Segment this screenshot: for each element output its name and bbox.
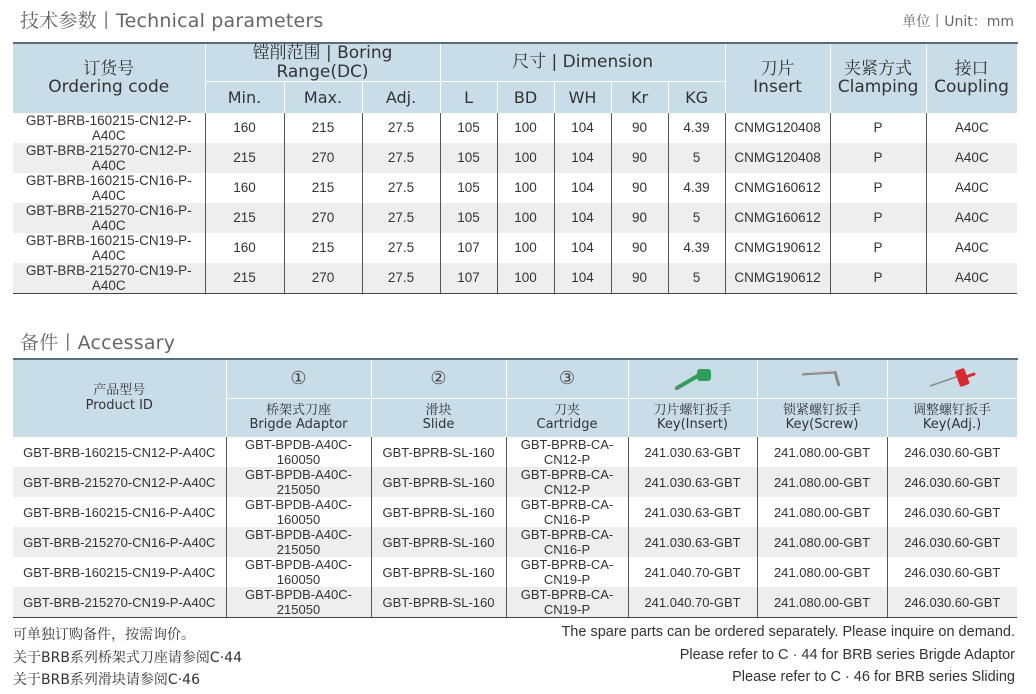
table-cell: 90 xyxy=(611,143,668,173)
table-cell: 104 xyxy=(554,233,611,263)
table-cell: 100 xyxy=(497,263,554,294)
header-min: Min. xyxy=(205,82,284,113)
table-cell: 90 xyxy=(611,203,668,233)
table-cell: 90 xyxy=(611,233,668,263)
table-cell: GBT-BRB-160215-CN12-P-A40C xyxy=(25,112,192,143)
accessory-table-row xyxy=(13,497,1017,527)
spec-table-row xyxy=(13,173,1017,203)
table-cell: GBT-BRB-160215-CN19-P-A40C xyxy=(23,564,216,580)
table-cell: GBT-BPDB-A40C-215050 xyxy=(226,467,371,497)
table-cell: 100 xyxy=(497,173,554,203)
table-cell: P xyxy=(830,113,926,143)
table-cell: P xyxy=(830,233,926,263)
table-cell: 4.39 xyxy=(668,173,725,203)
table-cell: 270 xyxy=(284,203,362,233)
table-cell: GBT-BRB-160215-CN16-P-A40C xyxy=(23,504,216,520)
table-cell: GBT-BPRB-CA-CN19-P xyxy=(506,587,628,618)
footer-note-en-3: Please refer to C · 46 for BRB series Sliding xyxy=(732,669,1015,685)
table-cell: GBT-BRB-160215-CN16-P-A40C xyxy=(25,172,192,203)
table-cell: 107 xyxy=(440,233,497,263)
table-cell: GBT-BPDB-A40C-215050 xyxy=(226,587,371,618)
accessory-table-row xyxy=(13,467,1017,497)
table-cell: GBT-BPRB-CA-CN19-P xyxy=(506,557,628,587)
table-cell: 27.5 xyxy=(362,113,440,143)
header-key-adj: 调整螺钉扳手 Key(Adj.) xyxy=(887,399,1017,438)
table-cell: 4.39 xyxy=(668,113,725,143)
header-kg: KG xyxy=(668,82,725,113)
table-cell: A40C xyxy=(926,173,1017,203)
table-cell: 90 xyxy=(611,263,668,294)
table-cell: 104 xyxy=(554,203,611,233)
table-cell: 105 xyxy=(440,203,497,233)
table-cell: 5 xyxy=(668,143,725,173)
table-cell: GBT-BPRB-CA-CN16-P xyxy=(506,497,628,527)
table-cell: 215 xyxy=(284,173,362,203)
table-cell: 270 xyxy=(284,263,362,294)
table-cell: 104 xyxy=(554,143,611,173)
table-cell: 90 xyxy=(611,173,668,203)
table-cell: A40C xyxy=(926,113,1017,143)
table-cell: 107 xyxy=(440,263,497,294)
table-cell: 246.030.60-GBT xyxy=(887,497,1017,527)
header-kr: Kr xyxy=(611,82,668,113)
header-coupling: 接口 Coupling xyxy=(926,43,1017,113)
table-cell: 100 xyxy=(497,143,554,173)
table-cell: 104 xyxy=(554,173,611,203)
table-cell: 104 xyxy=(554,263,611,294)
green-torx-wrench-icon xyxy=(671,366,715,392)
table-cell: 160 xyxy=(205,113,284,143)
table-cell: 160 xyxy=(205,233,284,263)
table-cell: GBT-BPRB-CA-CN12-P xyxy=(506,467,628,497)
accessory-title: 备件丨Accessary xyxy=(20,332,176,354)
footer-note-cn-2: 关于BRB系列桥架式刀座请参阅C·44 xyxy=(13,650,242,666)
table-cell: 105 xyxy=(440,173,497,203)
table-cell: 241.080.00-GBT xyxy=(757,587,887,618)
table-cell: 215 xyxy=(284,113,362,143)
accessory-table xyxy=(13,358,1018,618)
table-cell: 246.030.60-GBT xyxy=(887,527,1017,557)
table-cell: 5 xyxy=(668,203,725,233)
table-cell: P xyxy=(830,173,926,203)
table-cell: GBT-BRB-160215-CN19-P-A40C xyxy=(25,232,192,263)
header-num-1: ① xyxy=(226,359,371,399)
table-cell: GBT-BPDB-A40C-160050 xyxy=(226,437,371,467)
header-product-id: 产品型号 Product ID xyxy=(13,359,226,437)
table-cell: 27.5 xyxy=(362,203,440,233)
table-cell: CNMG190612 xyxy=(725,233,830,263)
table-cell: GBT-BPRB-SL-160 xyxy=(371,437,506,467)
table-cell: 100 xyxy=(497,113,554,143)
table-cell: A40C xyxy=(926,233,1017,263)
technical-parameters-table xyxy=(13,42,1018,294)
table-cell: 246.030.60-GBT xyxy=(887,587,1017,618)
table-cell: 241.040.70-GBT xyxy=(628,557,757,587)
table-cell: 241.080.00-GBT xyxy=(757,467,887,497)
table-cell: GBT-BPRB-SL-160 xyxy=(371,497,506,527)
header-l: L xyxy=(440,82,497,113)
table-cell: 4.39 xyxy=(668,233,725,263)
header-insert: 刀片 Insert xyxy=(725,43,830,113)
header-slide: 滑块 Slide xyxy=(371,399,506,438)
header-boring-range: 镗削范围 | Boring Range(DC) xyxy=(205,43,440,82)
table-cell: 105 xyxy=(440,143,497,173)
gray-hex-key-icon xyxy=(799,366,845,392)
table-cell: 105 xyxy=(440,113,497,143)
table-cell: A40C xyxy=(926,143,1017,173)
technical-parameters-title: 技术参数丨Technical parameters xyxy=(20,10,324,32)
header-ordering-code: 订货号 Ordering code xyxy=(13,43,205,113)
spec-table-row xyxy=(13,113,1017,143)
table-cell: P xyxy=(830,143,926,173)
table-cell: CNMG120408 xyxy=(725,113,830,143)
table-cell: 215 xyxy=(205,263,284,294)
table-cell: GBT-BPRB-SL-160 xyxy=(371,587,506,618)
key-screw-icon-cell xyxy=(757,359,887,399)
table-cell: GBT-BPRB-SL-160 xyxy=(371,557,506,587)
table-cell: GBT-BPDB-A40C-160050 xyxy=(226,557,371,587)
table-cell: GBT-BPRB-SL-160 xyxy=(371,527,506,557)
table-cell: 160 xyxy=(205,173,284,203)
table-cell: 246.030.60-GBT xyxy=(887,467,1017,497)
table-cell: 241.030.63-GBT xyxy=(628,497,757,527)
header-dimension: 尺寸 | Dimension xyxy=(440,43,725,82)
header-adj: Adj. xyxy=(362,82,440,113)
table-cell: CNMG160612 xyxy=(725,203,830,233)
unit-note: 单位丨Unit：mm xyxy=(902,14,1014,30)
table-cell: 246.030.60-GBT xyxy=(887,437,1017,467)
table-cell: 27.5 xyxy=(362,143,440,173)
header-wh: WH xyxy=(554,82,611,113)
table-cell: GBT-BPDB-A40C-160050 xyxy=(226,497,371,527)
table-cell: 5 xyxy=(668,263,725,294)
table-cell: 100 xyxy=(497,203,554,233)
table-cell: GBT-BRB-160215-CN12-P-A40C xyxy=(23,444,216,460)
spec-table-row xyxy=(13,233,1017,263)
table-cell: P xyxy=(830,263,926,294)
spec-table-row xyxy=(13,203,1017,233)
table-cell: GBT-BRB-215270-CN16-P-A40C xyxy=(13,527,226,557)
spec-table-row xyxy=(13,143,1017,173)
table-cell: P xyxy=(830,203,926,233)
table-cell: 241.080.00-GBT xyxy=(757,527,887,557)
table-cell: GBT-BPDB-A40C-215050 xyxy=(226,527,371,557)
table-cell: 270 xyxy=(284,143,362,173)
accessory-table-row xyxy=(13,527,1017,557)
table-cell: 215 xyxy=(205,203,284,233)
table-cell: 241.080.00-GBT xyxy=(757,437,887,467)
table-cell: 100 xyxy=(497,233,554,263)
table-cell: 241.080.00-GBT xyxy=(757,497,887,527)
footer-note-en-1: The spare parts can be ordered separately. Please inquire on demand. xyxy=(561,624,1015,640)
table-cell: 241.030.63-GBT xyxy=(628,467,757,497)
accessory-table-row xyxy=(13,557,1017,587)
table-cell: 90 xyxy=(611,113,668,143)
table-cell: GBT-BRB-215270-CN19-P-A40C xyxy=(13,263,205,294)
table-cell: GBT-BRB-215270-CN19-P-A40C xyxy=(13,587,226,618)
table-cell: CNMG120408 xyxy=(725,143,830,173)
table-cell: 241.030.63-GBT xyxy=(628,527,757,557)
table-cell: GBT-BPRB-SL-160 xyxy=(371,467,506,497)
footer-note-cn-1: 可单独订购备件，按需询价。 xyxy=(13,627,195,643)
footer-note-en-2: Please refer to C · 44 for BRB series Brigde Adaptor xyxy=(679,647,1015,663)
table-cell: 27.5 xyxy=(362,233,440,263)
table-cell: GBT-BRB-215270-CN12-P-A40C xyxy=(13,143,205,173)
header-cartridge: 刀夹 Cartridge xyxy=(506,399,628,438)
header-max: Max. xyxy=(284,82,362,113)
accessory-table-row xyxy=(13,587,1017,618)
spec-table-row xyxy=(13,263,1017,294)
header-bd: BD xyxy=(497,82,554,113)
accessory-table-row xyxy=(13,437,1017,467)
table-cell: 104 xyxy=(554,113,611,143)
header-bridge-adaptor: 桥架式刀座 Brigde Adaptor xyxy=(226,399,371,438)
red-t-wrench-icon xyxy=(927,366,977,392)
table-cell: A40C xyxy=(926,203,1017,233)
header-clamping: 夹紧方式 Clamping xyxy=(830,43,926,113)
table-cell: GBT-BRB-215270-CN12-P-A40C xyxy=(13,467,226,497)
table-cell: 246.030.60-GBT xyxy=(887,557,1017,587)
table-cell: CNMG160612 xyxy=(725,173,830,203)
header-key-screw: 锁紧螺钉扳手 Key(Screw) xyxy=(757,399,887,438)
table-cell: 241.040.70-GBT xyxy=(628,587,757,618)
table-cell: 241.030.63-GBT xyxy=(628,437,757,467)
table-cell: GBT-BRB-215270-CN16-P-A40C xyxy=(13,203,205,233)
table-cell: GBT-BPRB-CA-CN16-P xyxy=(506,527,628,557)
table-cell: 241.080.00-GBT xyxy=(757,557,887,587)
table-cell: A40C xyxy=(926,263,1017,294)
key-adj-icon-cell xyxy=(887,359,1017,399)
key-insert-icon-cell xyxy=(628,359,757,399)
header-num-3: ③ xyxy=(506,359,628,399)
table-cell: 27.5 xyxy=(362,263,440,294)
table-cell: CNMG190612 xyxy=(725,263,830,294)
table-cell: 215 xyxy=(284,233,362,263)
table-cell: 27.5 xyxy=(362,173,440,203)
header-num-2: ② xyxy=(371,359,506,399)
header-key-insert: 刀片螺钉扳手 Key(Insert) xyxy=(628,399,757,438)
table-cell: 215 xyxy=(205,143,284,173)
table-cell: GBT-BPRB-CA-CN12-P xyxy=(506,437,628,467)
footer-note-cn-3: 关于BRB系列滑块请参阅C·46 xyxy=(13,672,200,688)
